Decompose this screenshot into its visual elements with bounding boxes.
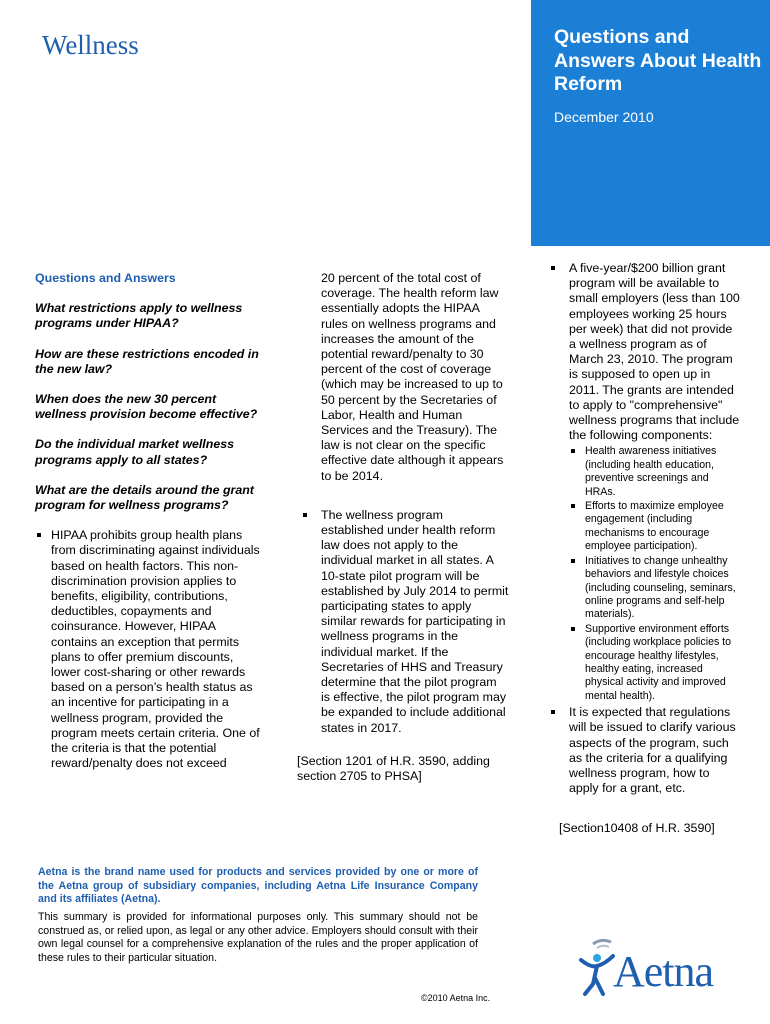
citation-section-1201: [Section 1201 of H.R. 3590, adding section 2705 to PHSA] (297, 753, 490, 784)
answer-regulations: It is expected that regulations will be issued to clarify various aspects of the program, such as the criteria for a qualifying wellness program, how to apply for a grant, etc. (549, 705, 742, 796)
column-grants (549, 261, 742, 837)
page-title: Wellness (42, 30, 139, 60)
component-item: Efforts to maximize employee engagement (including mechanisms to encourage employee participation). (569, 500, 742, 554)
component-item: Initiatives to change unhealthy behaviors and lifestyle choices (including counseling, seminars, online programs and self-help materials). (569, 555, 742, 622)
logo-wordmark: Aetna (613, 947, 714, 996)
answer-hipaa: HIPAA prohibits group health plans from discriminating against individuals based on health factors. This non-discrimination provision applies to benefits, eligibility, contributions, deductibles, copayments and coinsurance. However, HIPAA contains an exception that permits plans to offer premium discounts, lower cost-sharing or other rewards based on a person’s health status as an incentive for participating in a wellness program, provided the program meets certain criteria. One of the criteria is that the potential reward/penalty does not exceed (35, 528, 260, 771)
panel-date: December 2010 (554, 109, 654, 125)
column-questions (35, 271, 260, 771)
disclaimer: This summary is provided for informational purposes only. This summary should not be construed as, or relied upon, as legal or any other advice. Employers should consult with their own legal counsel for a comprehensive explanation of the rules and the proper application of these rules to their particular situation. (38, 911, 478, 964)
copyright: ©2010 Aetna Inc. (421, 993, 491, 1003)
grant-program-text: A five-year/$200 billion grant program will be available to small employers (less than 100 employees working 25 hours per week) that did not provide a wellness program as of March 23, 2010. The program is supposed to open up in 2011. The grants are intended to apply to "comprehensive" wellness programs that include the following components: (569, 261, 740, 443)
grant-components-list (569, 445, 742, 703)
answer-list-3 (549, 261, 742, 796)
question-2: How are these restrictions encoded in the new law? (35, 346, 259, 376)
question-3: When does the new 30 percent wellness provision become effective? (35, 392, 258, 422)
section-heading: Questions and Answers (35, 271, 176, 285)
answer-continuation: 20 percent of the total cost of coverage. The health reform law essentially adopts the HIPAA rules on wellness programs and increases the amount of the potential reward/penalty to 30 percent of the cost of coverage (which may be increased to up to 50 percent by the Secretaries of Labor, Health and Human Services and the Treasury). The law is not clear on the specific effective date although it appears to be 2014. (321, 271, 504, 483)
panel-title: Questions and Answers About Health Reform (554, 26, 762, 95)
brand-note: Aetna is the brand name used for products and services provided by one or more of the Aetna group of subsidiary companies, including Aetna Life Insurance Company and its affiliates (Aetna). (38, 866, 478, 906)
aetna-logo (575, 938, 740, 998)
answer-grant-program (549, 261, 742, 703)
column-answers (297, 271, 509, 784)
answer-list (35, 528, 260, 771)
question-5: What are the details around the grant program for wellness programs? (35, 482, 254, 513)
question-4: Do the individual market wellness programs apply to all states? (35, 437, 234, 467)
component-item: Supportive environment efforts (including workplace policies to encourage healthy lifestyles, healthy eating, increased physical activity and improved mental health). (569, 623, 742, 703)
answer-individual-market: The wellness program established under health reform law does not apply to the individual market in all states. A 10-state pilot program will be established by July 2014 to permit participating states to apply similar rewards for participating in wellness programs in the individual market. If the Secretaries of HHS and Treasury determine that the pilot program is effective, the pilot program may be expanded to include additional states in 2017. (297, 508, 509, 736)
component-item: Health awareness initiatives (including health education, preventive screenings and HRAs. (569, 445, 742, 499)
citation-section-10408: [Section10408 of H.R. 3590] (559, 821, 715, 836)
answer-list-2 (297, 508, 509, 736)
question-1: What restrictions apply to wellness programs under HIPAA? (35, 301, 243, 331)
title-panel (531, 0, 770, 246)
